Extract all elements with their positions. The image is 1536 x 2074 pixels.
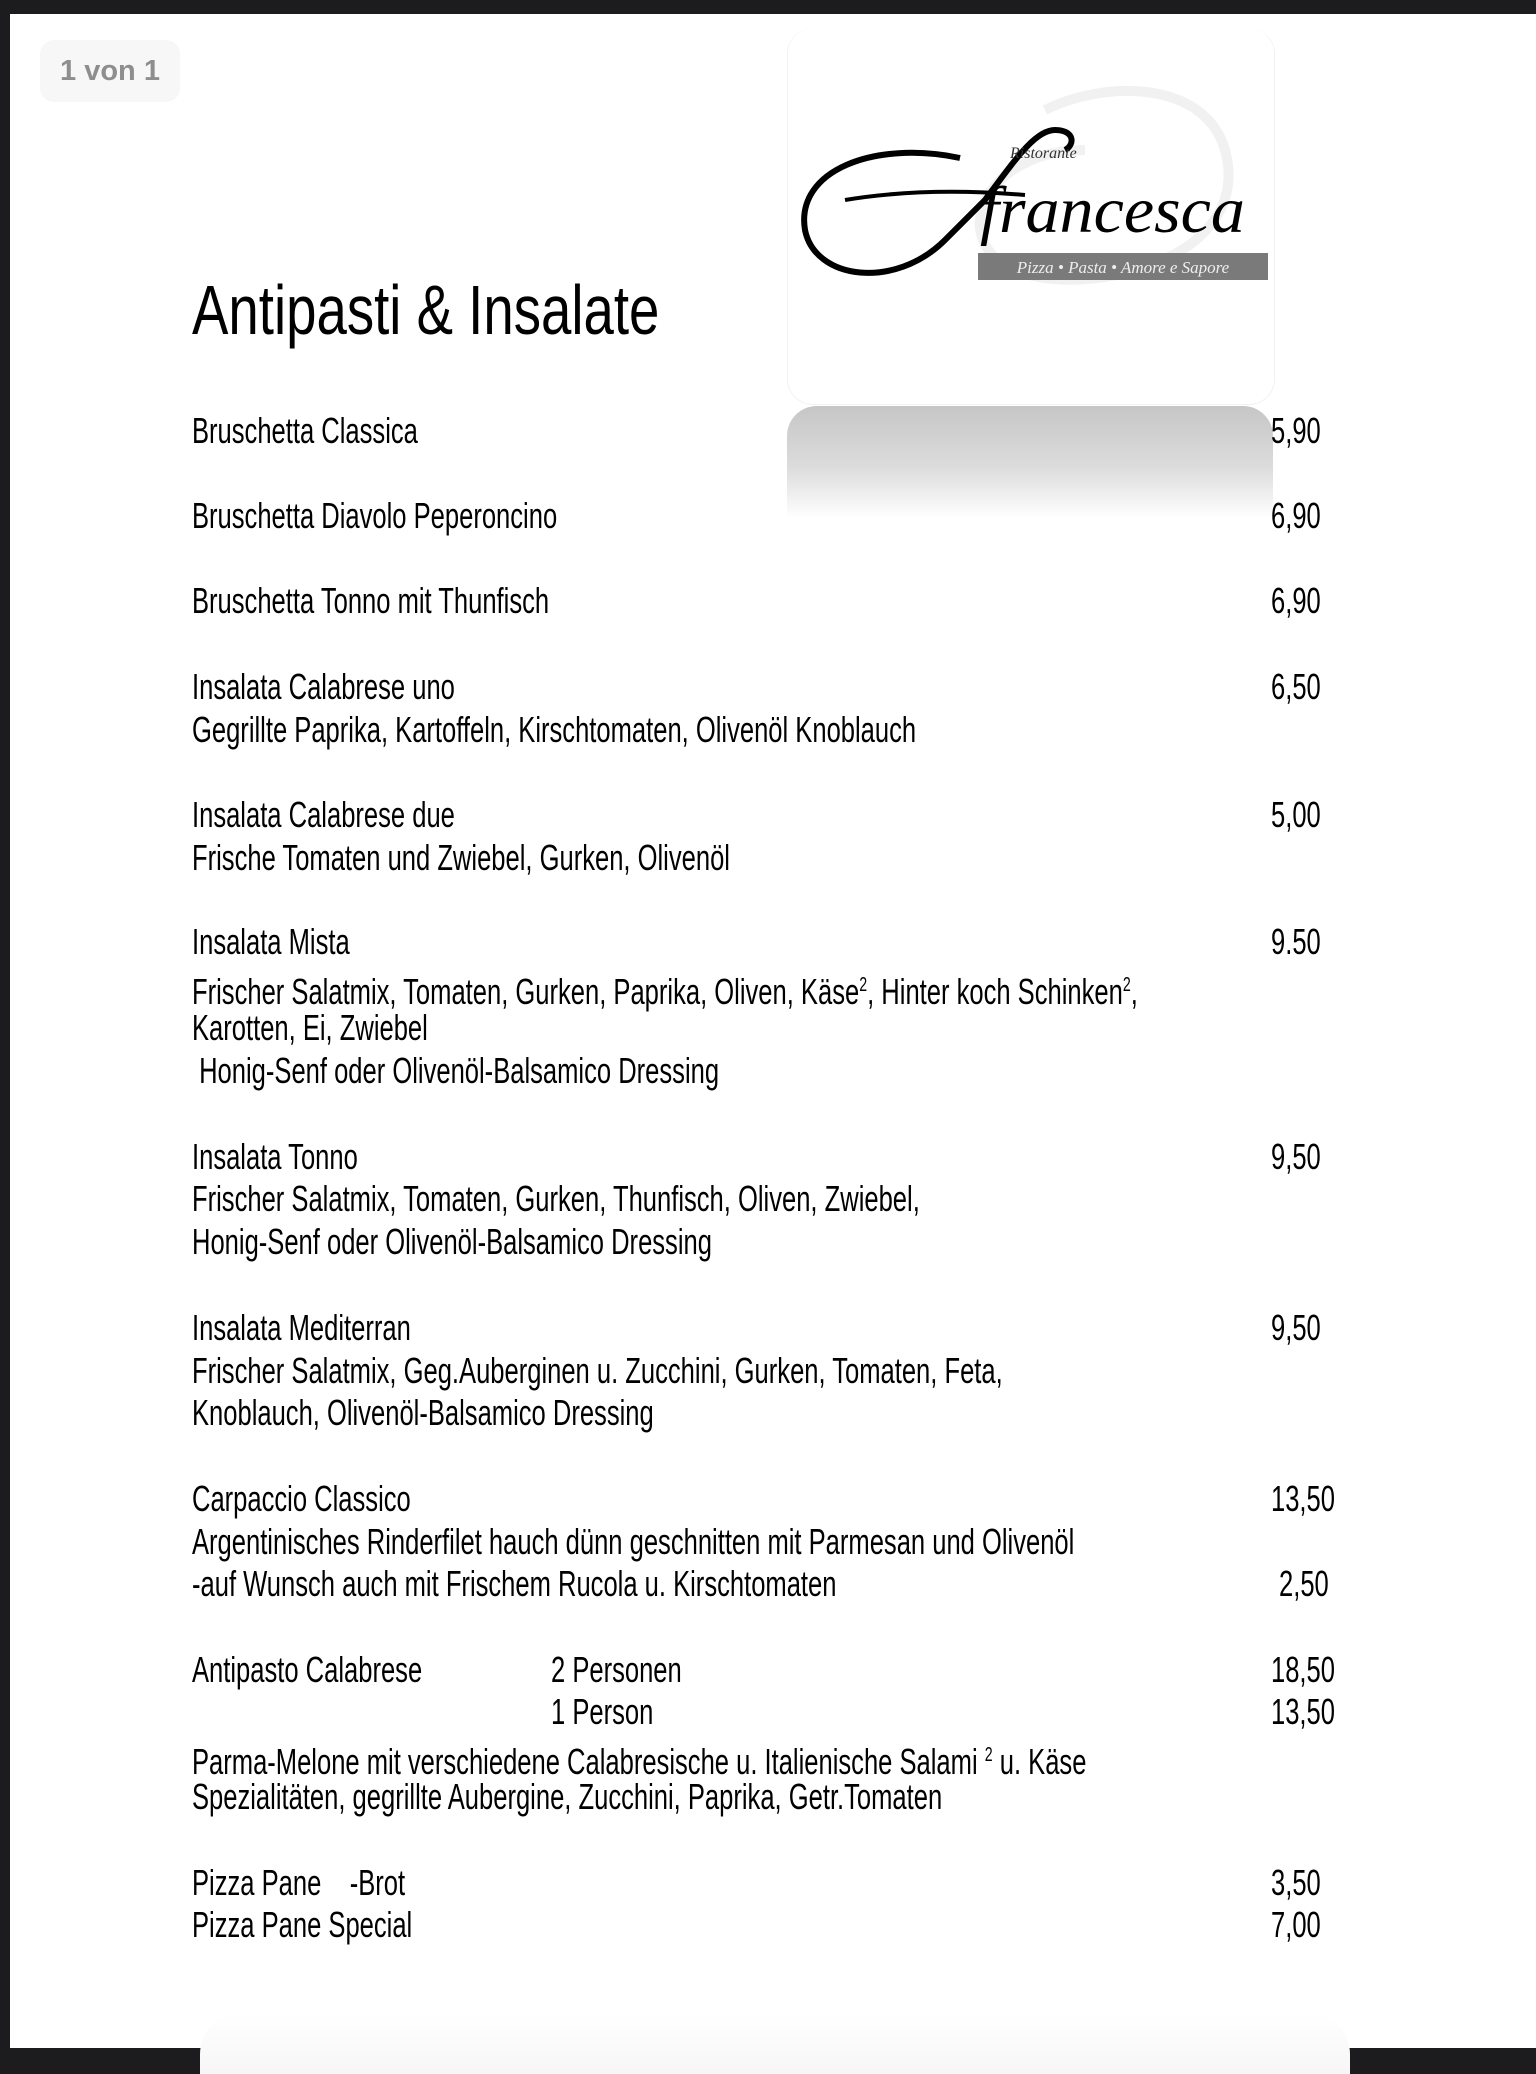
item-description: Spezialitäten, gegrillte Aubergine, Zucchini, Paprika, Getr.Tomaten [192, 1776, 943, 1817]
item-price: 9.50 [1271, 921, 1321, 962]
item-name: Pizza Pane -Brot [192, 1862, 406, 1903]
desc-text: Frischer Salatmix, Tomaten, Gurken, Paprika, Oliven, Käse [192, 971, 860, 1012]
logo-name: francesca [980, 174, 1245, 247]
footnote-marker: 2 [1122, 974, 1131, 996]
footnote-marker: 2 [859, 974, 868, 996]
desc-text: , Hinter koch Schinken [867, 971, 1123, 1012]
item-price: 6,90 [1271, 495, 1321, 536]
item-description: Gegrillte Paprika, Kartoffeln, Kirschtomaten, Olivenöl Knoblauch [192, 709, 917, 750]
footnote-marker: 2 [984, 1744, 993, 1766]
decorative-bottom-shade [200, 2014, 1350, 2074]
logo-small-text: Ristorante [1010, 145, 1077, 162]
item-price: 5,90 [1271, 410, 1321, 451]
page-title: Antipasti & Insalate [192, 271, 660, 349]
item-option-label: 1 Person [551, 1691, 654, 1732]
item-price: 9,50 [1271, 1307, 1321, 1348]
item-option-price: 18,50 [1271, 1649, 1335, 1690]
item-description: Honig-Senf oder Olivenöl-Balsamico Dressing [192, 1221, 712, 1262]
item-name: Insalata Mediterran [192, 1307, 411, 1348]
item-price: 9,50 [1271, 1136, 1321, 1177]
item-price: 13,50 [1271, 1478, 1335, 1519]
item-name: Insalata Tonno [192, 1136, 358, 1177]
item-description: -auf Wunsch auch mit Frischem Rucola u. Kirschtomaten [192, 1563, 837, 1604]
item-description: Frische Tomaten und Zwiebel, Gurken, Olivenöl [192, 837, 730, 878]
item-option-price: 13,50 [1271, 1691, 1335, 1732]
item-description: Frischer Salatmix, Tomaten, Gurken, Thunfisch, Oliven, Zwiebel, [192, 1178, 920, 1219]
item-name: Bruschetta Tonno mit Thunfisch [192, 580, 550, 621]
item-description: Honig-Senf oder Olivenöl-Balsamico Dressing [192, 1050, 720, 1091]
item-name: Insalata Mista [192, 921, 350, 962]
item-name: Bruschetta Diavolo Peperoncino [192, 495, 558, 536]
item-name: Pizza Pane Special [192, 1904, 413, 1945]
desc-text: , [1130, 971, 1138, 1012]
item-name: Carpaccio Classico [192, 1478, 411, 1519]
item-name: Insalata Calabrese due [192, 794, 455, 835]
item-name: Bruschetta Classica [192, 410, 418, 451]
desc-text: Parma-Melone mit verschiedene Calabresische u. Italienische Salami [192, 1741, 985, 1782]
item-description: Argentinisches Rinderfilet hauch dünn geschnitten mit Parmesan und Olivenöl [192, 1521, 1075, 1562]
item-price: 6,90 [1271, 580, 1321, 621]
item-extra-price: 2,50 [1279, 1563, 1329, 1604]
item-price: 6,50 [1271, 666, 1321, 707]
desc-text: u. Käse [992, 1741, 1087, 1782]
item-description: Frischer Salatmix, Geg.Auberginen u. Zucchini, Gurken, Tomaten, Feta, [192, 1350, 1003, 1391]
item-name: Insalata Calabrese uno [192, 666, 455, 707]
item-description: Karotten, Ei, Zwiebel [192, 1007, 428, 1048]
page-indicator: 1 von 1 [40, 40, 180, 102]
item-price: 7,00 [1271, 1904, 1321, 1945]
item-description [192, 965, 1138, 1012]
item-name: Antipasto Calabrese [192, 1649, 423, 1690]
decorative-gradient-box [787, 406, 1273, 518]
restaurant-logo [785, 40, 1325, 310]
item-price: 5,00 [1271, 794, 1321, 835]
item-description: Knoblauch, Olivenöl-Balsamico Dressing [192, 1392, 654, 1433]
item-price: 3,50 [1271, 1862, 1321, 1903]
item-description [192, 1735, 1086, 1782]
logo-tagline: Pizza • Pasta • Amore e Sapore [1016, 258, 1230, 277]
item-option-label: 2 Personen [551, 1649, 682, 1690]
